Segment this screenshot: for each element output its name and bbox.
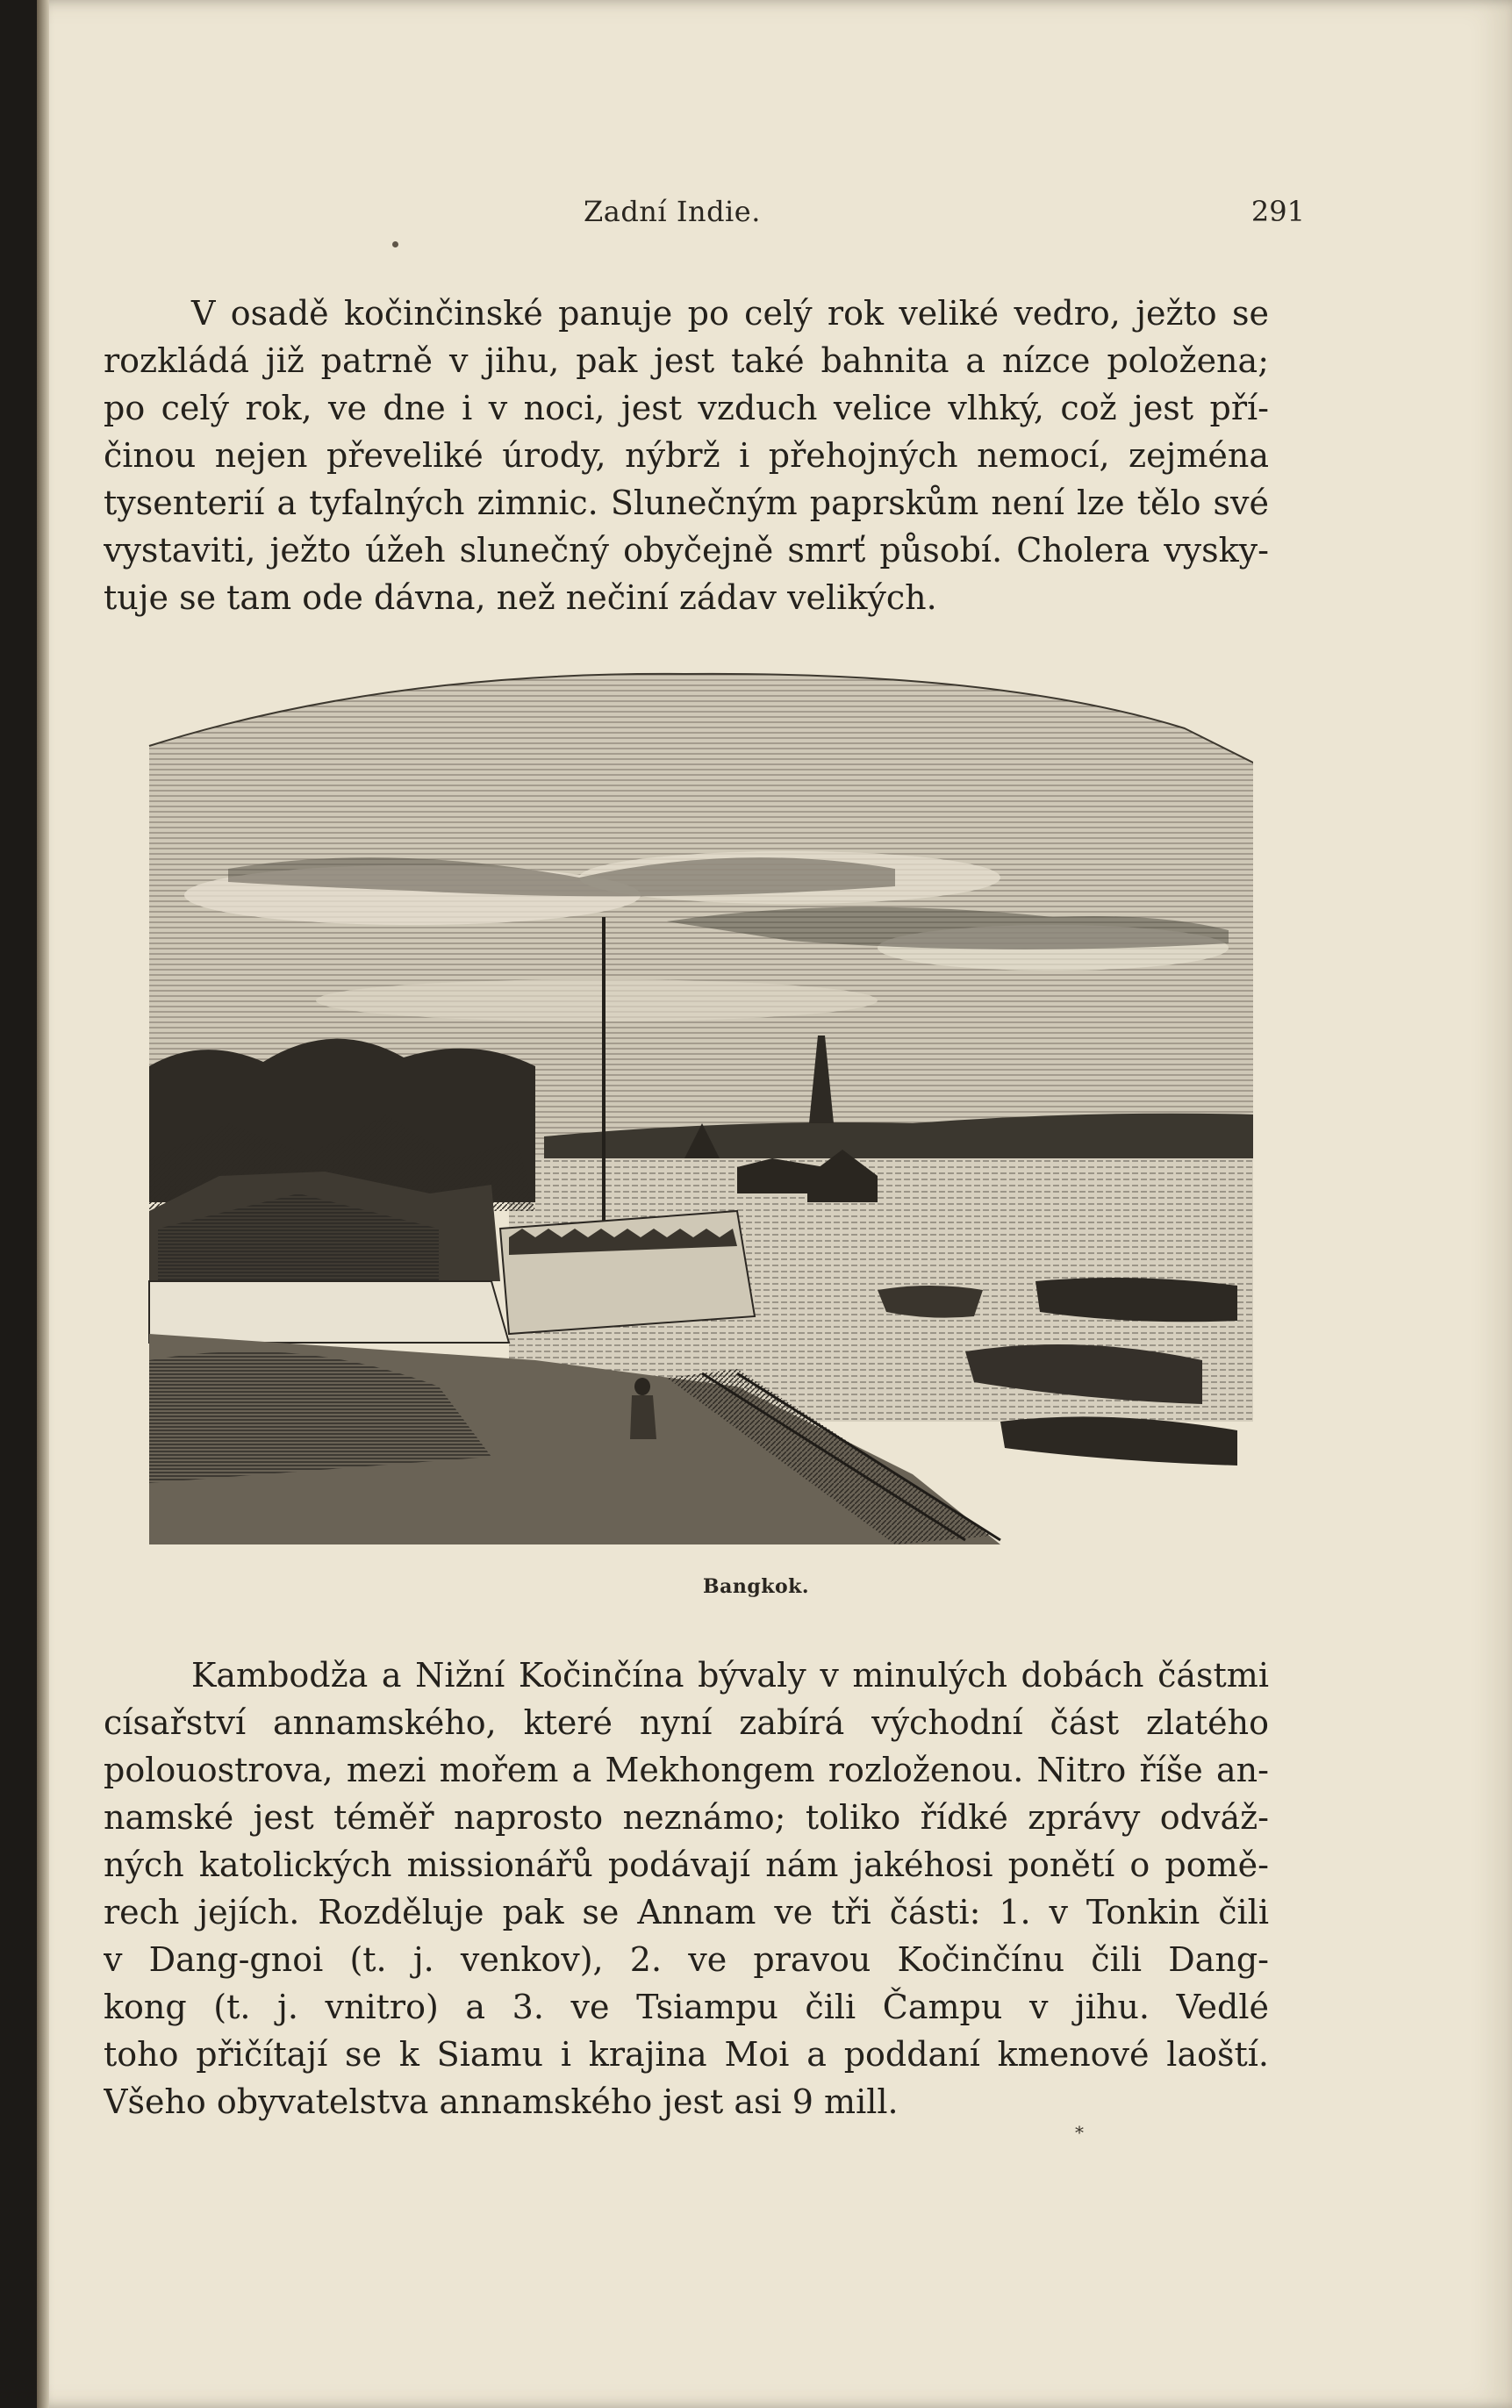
fort-wall bbox=[149, 1281, 509, 1343]
text-line: rech jejích. Rozděluje pak se Annam ve tři části: 1. v Tonkin čili bbox=[104, 1893, 1269, 1931]
paragraph-cochinchina-climate bbox=[104, 290, 1269, 621]
text-line: vystaviti, ježto úžeh slunečný obyčejně smrť působí. Cholera vysky- bbox=[104, 531, 1269, 570]
text-line: tuje se tam ode dávna, než nečiní zádav velikých. bbox=[104, 578, 937, 617]
ink-speck bbox=[392, 241, 398, 247]
text-line: císařství annamského, které nyní zabírá východní část zlatého bbox=[104, 1703, 1269, 1742]
text-line: kong (t. j. vnitro) a 3. ve Tsiampu čili Čampu v jihu. Vedlé bbox=[104, 1988, 1269, 2026]
text-line: Všeho obyvatelstva annamského jest asi 9 mill. bbox=[104, 2082, 899, 2121]
text-line: rozkládá již patrně v jihu, pak jest také bahnita a nízce položena; bbox=[104, 341, 1269, 380]
cloud bbox=[316, 979, 878, 1021]
bangkok-engraving bbox=[123, 667, 1253, 1549]
text-line: po celý rok, ve dne i v noci, jest vzduch velice vlhký, což jest pří- bbox=[104, 389, 1269, 427]
text-line: Kambodža a Nižní Kočinčína bývaly v minulých dobách částmi bbox=[191, 1656, 1269, 1695]
page-number: 291 bbox=[1250, 195, 1305, 228]
text-line: v Dang-gnoi (t. j. venkov), 2. ve pravou Kočinčínu čili Dang- bbox=[104, 1940, 1269, 1979]
boat bbox=[1035, 1278, 1237, 1322]
text-line: tysenterií a tyfalných zimnic. Slunečným paprskům není lze tělo své bbox=[104, 484, 1269, 522]
page-gutter-shadow bbox=[37, 0, 49, 2408]
figure-body bbox=[630, 1395, 656, 1439]
text-line: namské jest téměř naprosto neznámo; toliko řídké zprávy odváž- bbox=[104, 1798, 1269, 1837]
paragraph-annam-description bbox=[104, 1652, 1269, 2125]
text-line: ných katolických missionářů podávají nám jakéhosi ponětí o pomě- bbox=[104, 1845, 1269, 1884]
text-line: činou nejen převeliké úrody, nýbrž i přehojných nemocí, zejména bbox=[104, 436, 1269, 475]
footer-mark: * bbox=[1075, 2122, 1084, 2143]
figure-head bbox=[634, 1378, 650, 1395]
figure-caption: Bangkok. bbox=[702, 1575, 810, 1598]
text-line: V osadě kočinčinské panuje po celý rok veliké vedro, ježto se bbox=[191, 294, 1269, 333]
text-line: toho přičítají se k Siamu i krajina Moi a poddaní kmenové laoští. bbox=[104, 2035, 1269, 2074]
running-head: Zadní Indie. bbox=[584, 195, 761, 228]
boat bbox=[878, 1286, 983, 1318]
boat bbox=[1000, 1416, 1237, 1466]
text-line: polouostrova, mezi mořem a Mekhongem rozloženou. Nitro říše an- bbox=[104, 1751, 1269, 1789]
